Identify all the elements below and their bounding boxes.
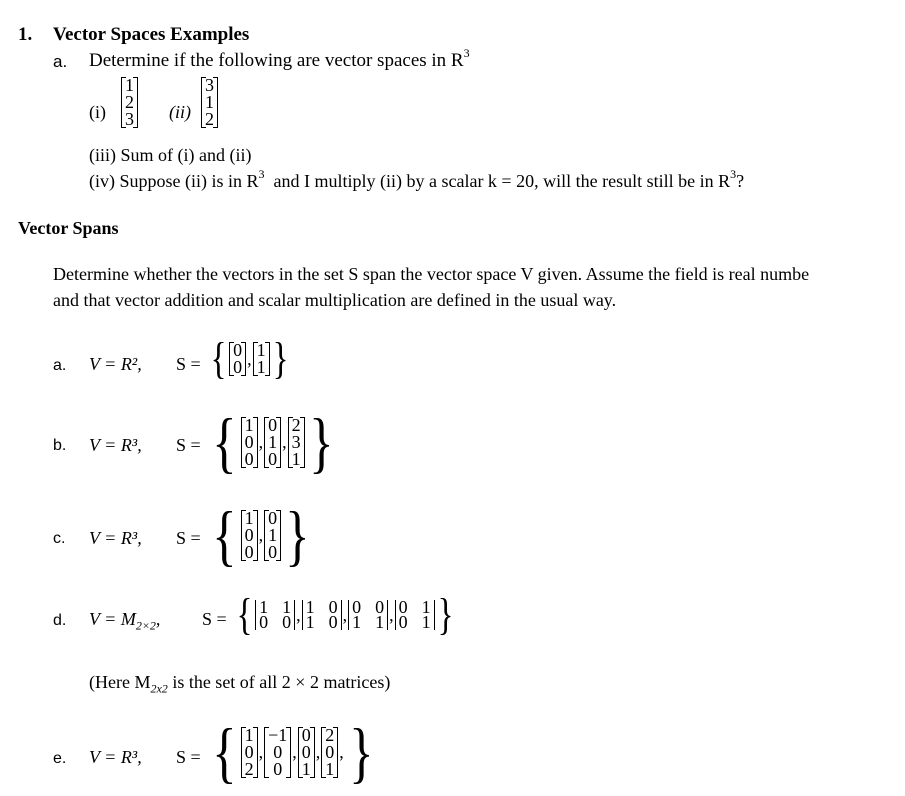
section-number: 1. <box>18 24 33 45</box>
problem-a-s-eq: S = <box>176 354 201 374</box>
problem-e-marker: e. <box>53 750 67 767</box>
problem-a-space: V = R², <box>89 354 142 374</box>
problem-b-space: V = R³, <box>89 435 142 455</box>
problem-d-marker: d. <box>53 612 67 629</box>
item-iv-text: (iv) Suppose (ii) is in $R^3$ and I multiply (ii) by a scalar k = 20, will the result still be in $R^3$? <box>89 167 745 191</box>
problem-e-space: V = R³, <box>89 747 142 767</box>
problem-c-marker: c. <box>53 530 66 547</box>
vector-ii: 3 1 2 <box>201 77 218 128</box>
problem-b-set: { 1 0 0 , 0 1 0 , 2 3 1 } <box>212 404 334 480</box>
intro-line-2: and that vector addition and scalar multiplication are defined in the usual way. <box>53 290 617 310</box>
item-a-text: Determine if the following are vector spaces in $R^3$ <box>89 46 470 71</box>
item-ii-label: (ii) <box>169 102 191 122</box>
problem-d-set: { 1 1 0 0 , 1 0 1 0 , 0 0 1 1 , 0 1 0 1 } <box>236 590 454 639</box>
item-a-marker: a. <box>53 52 68 71</box>
problem-c-space: V = R³, <box>89 528 142 548</box>
problem-a-set: { 0 0 , 1 1 } <box>210 334 289 383</box>
item-iii-text: (iii) Sum of (i) and (ii) <box>89 145 252 165</box>
problem-a-marker: a. <box>53 357 67 374</box>
item-i-label: (i) <box>89 102 106 122</box>
section-title: Vector Spaces Examples <box>53 24 250 45</box>
problem-d-space: $V = M_{2\times 2}$, <box>89 609 161 633</box>
problem-b-s-eq: S = <box>176 435 201 455</box>
problem-e-set: { 1 0 2 , −1 0 0 , 0 0 1 , 2 0 1 , } <box>212 714 374 790</box>
problem-e-s-eq: S = <box>176 747 201 767</box>
problem-b-marker: b. <box>53 437 67 454</box>
vector-i: 1 2 3 <box>121 77 138 128</box>
problem-d-note: (Here $M_{2x2}$ is the set of all 2 × 2 matrices) <box>89 672 391 696</box>
spans-title: Vector Spans <box>18 218 119 238</box>
problem-c-set: { 1 0 0 , 0 1 0 } <box>212 497 310 573</box>
problem-d-s-eq: S = <box>202 609 227 629</box>
intro-line-1: Determine whether the vectors in the set S span the vector space V given. Assume the field is real numbe <box>53 264 810 284</box>
problem-c-s-eq: S = <box>176 528 201 548</box>
